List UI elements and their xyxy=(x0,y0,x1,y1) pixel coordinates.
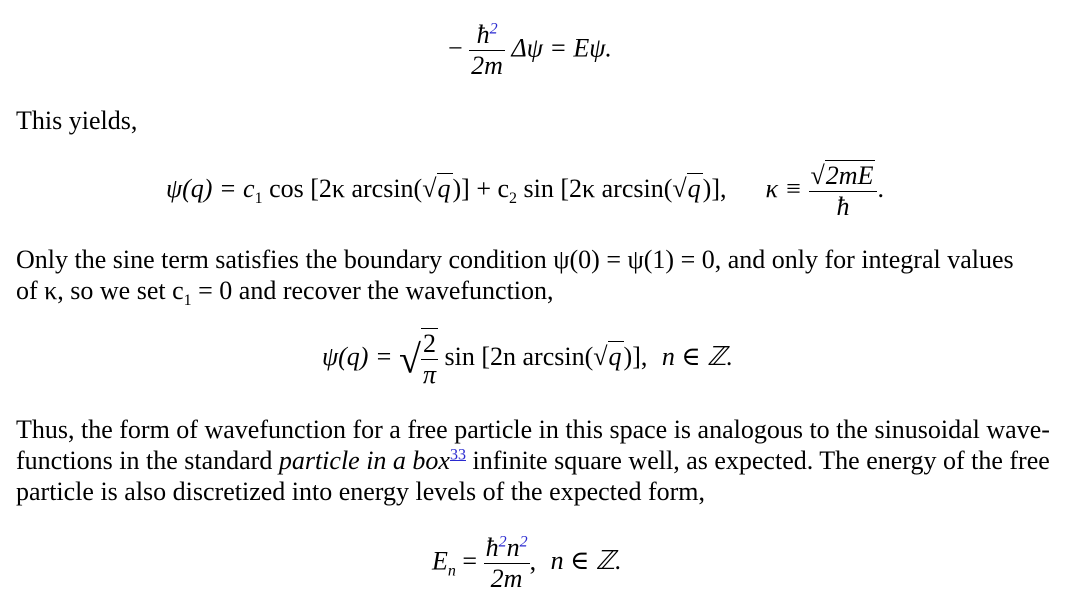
equation-schrodinger: − $\frac{ħ^2}{2m}$ Δψ = Eψ. xyxy=(448,20,612,80)
sqrt-radicand: q xyxy=(437,173,451,203)
sin-term: sin [2κ arcsin( xyxy=(517,173,673,203)
paragraph-line: of κ, so we set $c_1 = 0$ and recover the wavefunction, xyxy=(16,276,554,310)
equation-wavefunction: ψ(q) = √ $\frac{2}{\pi}$ sin [2n arcsin(√q)], n ∈ ℤ. xyxy=(322,329,733,389)
paragraph-line: functions in the standard particle in a box$^{33}$ infinite square well, as expected. The energy of the free xyxy=(16,446,1050,475)
subscript: 1 xyxy=(183,292,192,310)
equation-lhs: E xyxy=(432,546,448,576)
equation-energy-levels: $E_n$ = $\frac{ħ^2n^2}{2m}$ , n ∈ ℤ. xyxy=(432,533,622,593)
equation-fraction xyxy=(469,20,505,81)
subscript: n xyxy=(447,562,456,580)
sqrt-fraction xyxy=(421,328,438,390)
paragraph-boundary-condition xyxy=(16,244,1014,310)
sin-term: sin [2n arcsin( xyxy=(444,341,594,371)
sqrt-radicand: q xyxy=(687,173,701,203)
equation-lhs: ψ(q) = c xyxy=(166,173,255,203)
citation-link[interactable]: 33 xyxy=(449,446,466,464)
sqrt-radicand: 2mE xyxy=(825,161,874,190)
fraction-denominator: π xyxy=(422,360,436,389)
term-end: )] + c xyxy=(452,173,510,203)
term-end: )], xyxy=(702,173,727,203)
paragraph-free-particle xyxy=(16,414,1050,507)
integer-condition: n ∈ ℤ. xyxy=(550,546,622,576)
hbar-symbol: ħ xyxy=(476,20,490,49)
equation-rhs: Δψ = Eψ. xyxy=(511,33,612,63)
emphasis-text: particle in a box xyxy=(278,446,450,475)
subscript: 2 xyxy=(509,190,518,208)
integer-condition: n ∈ ℤ. xyxy=(661,341,733,371)
paragraph-line: Only the sine term satisfies the boundary condition ψ(0) = ψ(1) = 0, and only for integral values xyxy=(16,245,1014,274)
subscript: 1 xyxy=(254,190,263,208)
paragraph-line: particle is also discretized into energy levels of the expected form, xyxy=(16,477,705,506)
energy-fraction: $\frac{ħ^2n^2}{2m}$ xyxy=(485,533,528,593)
fraction-denominator: ħ xyxy=(809,191,878,222)
superscript: 2 xyxy=(489,20,498,38)
paragraph-line: Thus, the form of wavefunction for a free particle in this space is analogous to the sinusoidal wave- xyxy=(16,415,1050,444)
fraction-numerator: 2 xyxy=(422,329,436,358)
paragraph-this-yields: This yields, xyxy=(16,106,138,135)
kappa-fraction: $\frac{√2mE}{ħ}$ xyxy=(809,160,878,222)
fraction-denominator: 2m xyxy=(484,563,530,594)
equation-general-solution: $\psi(q) = c_1$ cos [2κ $\arcsin(√q)] + c_2$ sin [2κ arcsin(√q)], κ ≡ $\frac{√2mE}{ħ}$ . xyxy=(166,161,884,221)
equation-lhs: ψ(q) = xyxy=(322,341,393,371)
kappa-definition: κ ≡ xyxy=(765,173,803,203)
cos-term: cos [2κ arcsin( xyxy=(262,173,423,203)
sqrt-radicand: q xyxy=(608,341,622,371)
fraction-denominator: 2m xyxy=(471,51,503,80)
